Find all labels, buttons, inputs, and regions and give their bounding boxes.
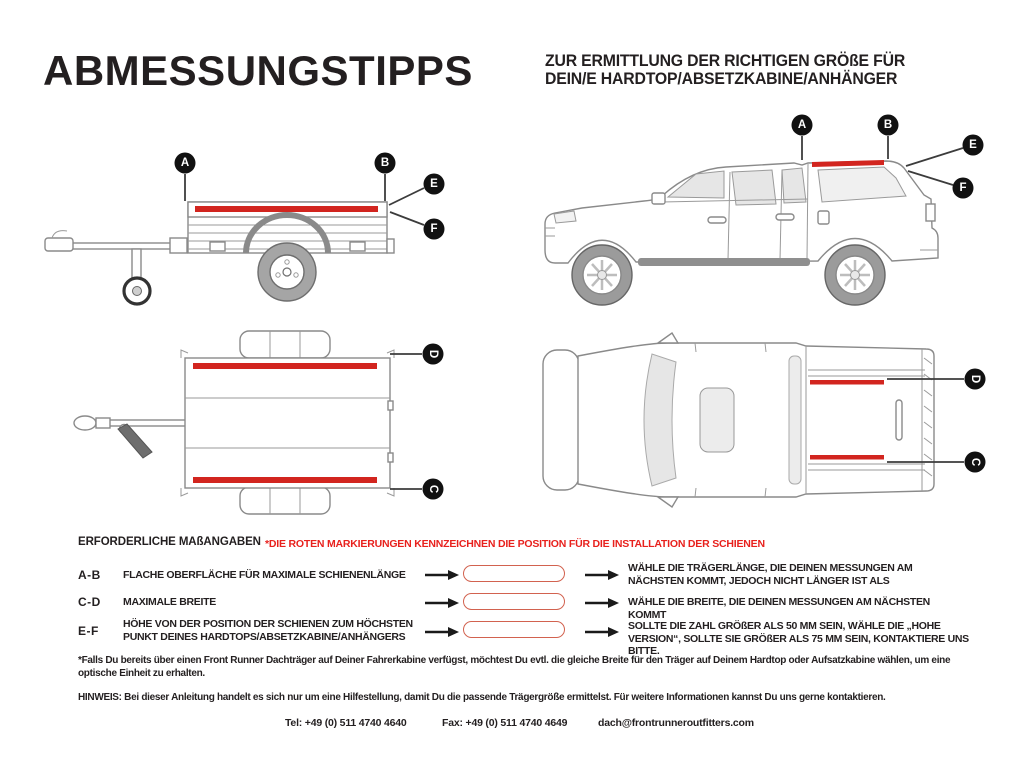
svg-text:B: B xyxy=(380,157,390,169)
rear-wheel xyxy=(825,245,885,305)
subtitle-line-1: ZUR ERMITTLUNG DER RICHTIGEN GRÖßE FÜR xyxy=(545,51,906,70)
side-mirror xyxy=(658,333,678,343)
measurement-desc-ef: HÖHE VON DER POSITION DER SCHIENEN ZUM HÖCHSTEN PUNKT DEINES HARDTOPS/ABSETZKABINE/ANHÄNGERS xyxy=(123,618,413,643)
measurement-desc-cd: MAXIMALE BREITE xyxy=(123,596,216,608)
door-handle xyxy=(708,217,726,223)
red-markings-note: *DIE ROTEN MARKIERUNGEN KENNZEICHNEN DIE POSITION FÜR DIE INSTALLATION DER SCHIENEN xyxy=(265,538,765,550)
contact-email[interactable]: dach@frontrunneroutfitters.com xyxy=(598,717,754,729)
arrow-right-icon xyxy=(425,597,459,609)
rear-window xyxy=(789,356,801,484)
measurement-input-ef[interactable] xyxy=(463,621,565,638)
trailer-top-view-diagram xyxy=(40,325,460,520)
rail-marker-red-stripe xyxy=(810,380,884,385)
rail-marker-red-stripe xyxy=(193,477,377,483)
tail-light xyxy=(926,204,935,221)
front-wheel xyxy=(572,245,632,305)
trailer-bed xyxy=(185,358,390,488)
page-subtitle xyxy=(545,52,932,88)
measurement-input-cd[interactable] xyxy=(463,593,565,610)
running-board xyxy=(638,258,810,266)
side-mirror xyxy=(658,497,678,507)
box-latch xyxy=(350,242,365,251)
windshield xyxy=(644,354,676,486)
svg-text:C: C xyxy=(969,457,981,467)
svg-text:A: A xyxy=(797,119,807,131)
sunroof xyxy=(700,388,734,452)
trailer-wheel-top xyxy=(240,331,330,358)
rail-marker-red-stripe xyxy=(195,206,378,212)
measurement-instr-ab: WÄHLE DIE TRÄGERLÄNGE, DIE DEINEN MESSUNGEN AM NÄCHSTEN KOMMT, JEDOCH NICHT LÄNGER IST ALS xyxy=(628,562,913,587)
svg-text:E: E xyxy=(969,139,977,151)
trailer-coupler xyxy=(74,416,96,430)
measurement-instr-cd: WÄHLE DIE BREITE, DIE DEINEN MESSUNGEN AM NÄCHSTEN KOMMT xyxy=(628,596,930,621)
measurement-key-ef: E-F xyxy=(78,624,99,638)
measurement-desc-ab: FLACHE OBERFLÄCHE FÜR MAXIMALE SCHIENENLÄNGE xyxy=(123,569,406,581)
trailer-coupler xyxy=(45,238,73,251)
arrow-right-icon xyxy=(425,569,459,581)
truck-body-top xyxy=(578,343,934,497)
svg-text:F: F xyxy=(959,182,967,194)
trailer-wheel-bottom xyxy=(240,487,330,514)
door-handle xyxy=(776,214,794,220)
svg-text:F: F xyxy=(430,223,438,235)
box-latch xyxy=(210,242,225,251)
rail-marker-red-stripe xyxy=(193,363,377,369)
svg-text:E: E xyxy=(430,178,438,190)
handbrake-lever xyxy=(118,424,152,458)
svg-text:A: A xyxy=(180,157,190,169)
side-latch xyxy=(388,401,393,410)
svg-text:D: D xyxy=(969,374,981,384)
side-mirror xyxy=(652,193,665,204)
hinweis-note: HINWEIS: Bei dieser Anleitung handelt es sich nur um eine Hilfestellung, damit Du die passende Trägergröße ermittelst. Für weitere Informationen kannst Du uns gerne kontaktieren. xyxy=(78,692,886,703)
arrow-right-icon xyxy=(585,569,619,581)
measurement-key-ab: A-B xyxy=(78,568,101,582)
page-title: ABMESSUNGSTIPPS xyxy=(43,47,473,94)
arrow-right-icon xyxy=(585,597,619,609)
corner-bracket xyxy=(181,350,188,358)
svg-text:B: B xyxy=(883,119,893,131)
measurement-instr-ef: SOLLTE DIE ZAHL GRÖßER ALS 50 MM SEIN, WÄHLE DIE „HOHE VERSION“, SOLLTE SIE GRÖßER ALS 75 MM SEIN, KONTAKTIERE UNS BITTE. xyxy=(628,620,969,657)
corner-bracket xyxy=(181,488,188,496)
drawbar-clamp xyxy=(170,238,187,253)
contact-fax: Fax: +49 (0) 511 4740 4649 xyxy=(442,717,568,729)
fuel-door xyxy=(818,211,829,224)
arrow-right-icon xyxy=(425,626,459,638)
arrow-right-icon xyxy=(585,626,619,638)
rail-marker-red-stripe xyxy=(810,455,884,460)
truck-side-view-diagram xyxy=(540,112,1000,317)
measurement-input-ab[interactable] xyxy=(463,565,565,582)
svg-text:C: C xyxy=(427,484,439,494)
contact-tel: Tel: +49 (0) 511 4740 4640 xyxy=(285,717,407,729)
truck-top-view-diagram xyxy=(540,330,1000,520)
subtitle-line-2: DEIN/E HARDTOP/ABSETZKABINE/ANHÄNGER xyxy=(545,69,898,88)
rear-door-window xyxy=(782,168,806,203)
measurements-heading: ERFORDERLICHE MAßANGABEN xyxy=(78,536,261,548)
coupler-handle xyxy=(52,231,67,238)
trailer-side-view-diagram xyxy=(40,125,460,320)
bed-detail xyxy=(896,400,902,440)
svg-text:D: D xyxy=(427,349,439,359)
measurement-key-cd: C-D xyxy=(78,595,101,609)
side-latch xyxy=(388,453,393,462)
front-bumper xyxy=(543,350,579,490)
tail-light xyxy=(387,239,394,253)
asterisk-footnote: *Falls Du bereits über einen Front Runner Dachträger auf Deiner Fahrerkabine verfügst, möchtest Du evtl. die gleiche Breite für den Träger auf Deinem Hardtop oder Aufsatzkabine wählen, um eine optische Einheit zu erhalten. xyxy=(78,655,951,679)
